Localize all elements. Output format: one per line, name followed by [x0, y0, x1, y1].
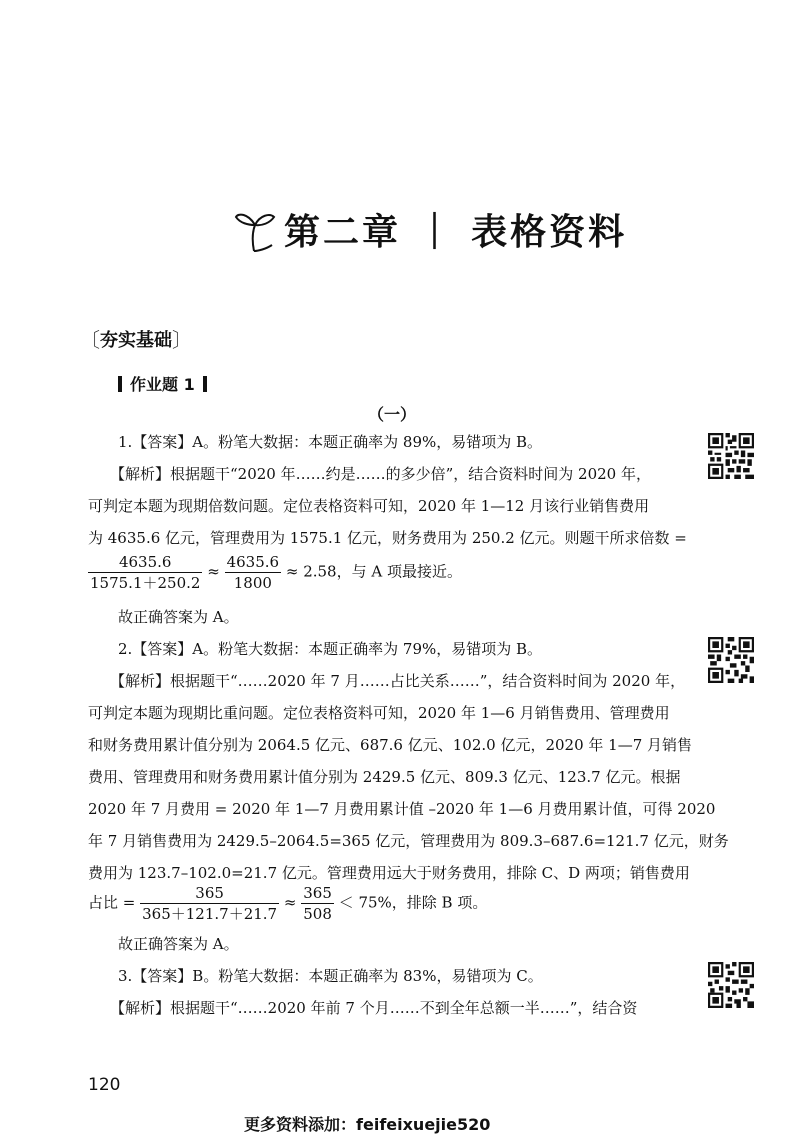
qr-code-icon[interactable] [708, 962, 754, 1008]
section-title: 夯实基础 [100, 329, 172, 351]
chapter-title: 第二章 ｜ 表格资料 [284, 212, 628, 253]
subheading: （一） [368, 405, 417, 424]
q2-analysis-line3: 和财务费用累计值分别为 2064.5 亿元、687.6 亿元、102.0 亿元，2020 年 1—7 月销售 [88, 736, 693, 754]
q2-formula-tail: ＜ 75%，排除 B 项。 [338, 893, 488, 912]
section-label [80, 324, 192, 353]
q1-analysis-line1: 【解析】根据题干“2020 年……约是……的多少倍”，结合资料时间为 2020 年， [110, 465, 651, 483]
q2-formula [88, 883, 487, 924]
section-bracket-open: 〔 [80, 328, 100, 352]
sprout-icon [232, 207, 278, 253]
q1-fraction1 [88, 552, 202, 593]
q1-conclusion: 故正确答案为 A。 [118, 608, 239, 626]
q1-approx: ≈ [207, 562, 220, 581]
q1-answer: 1.【答案】A。粉笔大数据：本题正确率为 89%，易错项为 B。 [118, 433, 543, 451]
q2-analysis-line2: 可判定本题为现期比重问题。定位表格资料可知，2020 年 1—6 月销售费用、管理费用 [88, 704, 670, 722]
footer-prefix: 更多资料添加： [244, 1115, 357, 1134]
heading-bar-left [118, 376, 122, 392]
q2-conclusion: 故正确答案为 A。 [118, 935, 239, 953]
q2-fraction2 [301, 883, 334, 924]
q2-analysis-line1: 【解析】根据题干“……2020 年 7 月……占比关系……”，结合资料时间为 2020 年， [110, 672, 686, 690]
q2-analysis-line4: 费用、管理费用和财务费用累计值分别为 2429.5 亿元、809.3 亿元、123.7 亿元。根据 [88, 768, 681, 786]
heading-bar-right [203, 376, 207, 392]
q1-formula-tail: ≈ 2.58，与 A 项最接近。 [285, 562, 462, 581]
q2-approx: ≈ [283, 893, 297, 912]
qr-code-icon[interactable] [708, 637, 754, 683]
q2-fraction1-numerator: 365 [140, 883, 279, 904]
q2-analysis-line7: 费用为 123.7–102.0=21.7 亿元。管理费用远大于财务费用，排除 C、D 两项；销售费用 [88, 864, 690, 882]
q1-analysis-line3: 为 4635.6 亿元，管理费用为 1575.1 亿元，财务费用为 250.2 亿元。则题干所求倍数 = [88, 529, 687, 547]
qr-code-icon[interactable] [708, 433, 754, 479]
homework-title: 作业题 1 [130, 375, 195, 394]
q3-analysis-line1: 【解析】根据题干“……2020 年前 7 个月……不到全年总额一半……”，结合资 [110, 999, 638, 1017]
footer-contact: feifeixuejie520 [356, 1115, 491, 1134]
q1-fraction2-numerator: 4635.6 [226, 553, 280, 571]
q2-fraction2-denominator: 508 [303, 905, 332, 923]
section-bracket-close: 〕 [172, 328, 192, 352]
chapter-header [232, 204, 627, 255]
q1-fraction2-denominator: 1800 [233, 574, 272, 592]
footer-note [244, 1112, 490, 1135]
q2-formula-prefix: 占比 = [88, 893, 136, 912]
q2-fraction2-numerator: 365 [303, 884, 332, 902]
q1-analysis-line2: 可判定本题为现期倍数问题。定位表格资料可知，2020 年 1—12 月该行业销售费用 [88, 497, 650, 515]
homework-heading [118, 372, 207, 395]
q2-fraction1-denominator: 365＋121.7＋21.7 [142, 905, 278, 923]
q1-fraction1-numerator: 4635.6 [88, 552, 202, 573]
q1-fraction1-denominator: 1575.1＋250.2 [90, 574, 201, 592]
page-number: 120 [88, 1075, 121, 1095]
q1-fraction2 [225, 552, 282, 593]
q3-answer: 3.【答案】B。粉笔大数据：本题正确率为 83%，易错项为 C。 [118, 967, 543, 985]
q1-formula [88, 552, 462, 593]
q2-answer: 2.【答案】A。粉笔大数据：本题正确率为 79%，易错项为 B。 [118, 640, 543, 658]
q2-analysis-line5: 2020 年 7 月费用 = 2020 年 1—7 月费用累计值 –2020 年 1—6 月费用累计值，可得 2020 [88, 800, 716, 818]
q2-fraction1 [140, 883, 279, 924]
q2-analysis-line6: 年 7 月销售费用为 2429.5–2064.5=365 亿元，管理费用为 809.3–687.6=121.7 亿元，财务 [88, 832, 729, 850]
